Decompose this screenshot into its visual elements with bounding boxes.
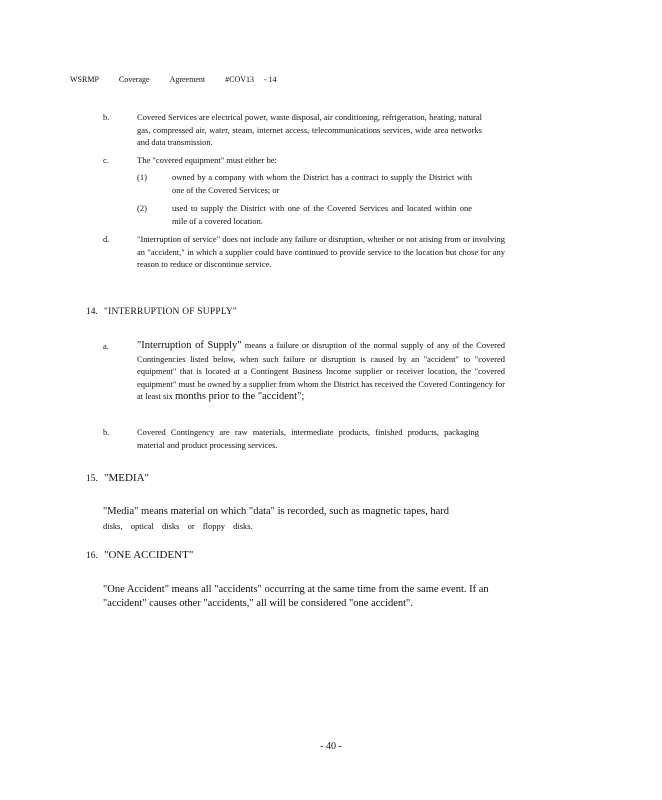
section-16-number: 16.: [86, 551, 98, 561]
section-14-a-lead: "Interruption of Supply": [137, 340, 242, 351]
item-c-sub1-text: owned by a company with whom the District has a contract to supply the District with one of the Covered Services; or: [172, 172, 472, 195]
page-header: [70, 75, 297, 84]
header-doc-type: Coverage: [118, 75, 150, 84]
section-14-title: "INTERRUPTION OF SUPPLY": [104, 307, 238, 317]
section-14-a-text: means a failure or disruption of the normal supply of any of the Covered Contingencies listed below, when such failure or disruption is caused by an "accident" to "covered equipment" that is located at a Contingent Business Income supplier or receiver location, the "covered equipment" must be owned by a supplier from whom the District has received the Covered Contingency for at least six: [137, 340, 506, 401]
item-c-sub2-text: used to supply the District with one of the Covered Services and located within one mile of a covered location.: [172, 203, 472, 226]
item-d-label: d.: [103, 234, 110, 244]
item-d-text: "Interruption of service" does not include any failure or disruption, whether or not arising from or involving an "accident," in which a supplier could have continued to provide service to the location but chose for any reason to reduce or discontinue service.: [137, 234, 505, 269]
section-14-a-tail: months prior to the "accident";: [175, 391, 305, 402]
section-14-number: 14.: [86, 307, 98, 317]
page-number: - 40 -: [320, 741, 342, 752]
item-b-label: b.: [103, 112, 110, 122]
section-14-b-label: b.: [103, 427, 110, 437]
header-doc-sub: Agreement: [169, 75, 206, 84]
item-c-label: c.: [103, 155, 109, 165]
section-15-number: 15.: [86, 474, 98, 484]
item-c-sub1-label: (1): [137, 172, 147, 182]
section-14-a-body: [137, 339, 505, 404]
item-c-sub2-label: (2): [137, 203, 147, 213]
section-15-title: "MEDIA": [104, 472, 150, 484]
section-14-b-text: Covered Contingency are raw materials, intermediate products, finished products, packaging material and product processing services.: [137, 427, 479, 450]
section-16-title: "ONE ACCIDENT": [104, 549, 194, 561]
section-15-text-tail: disks, optical disks or floppy disks.: [103, 521, 253, 531]
header-doc-num: #COV13: [225, 75, 254, 84]
item-c-text: The "covered equipment" must either be:: [137, 155, 277, 165]
section-16-text: "One Accident" means all "accidents" occurring at the same time from the same event. If an "accident" causes other "accidents," all will be considered "one accident".: [103, 584, 489, 609]
header-doc-suffix: - 14: [264, 75, 277, 84]
section-15-text-lead: "Media" means material on which "data" is recorded, such as magnetic tapes, hard: [103, 506, 450, 517]
header-doc-code: WSRMP: [70, 75, 99, 84]
item-b-text: Covered Services are electrical power, waste disposal, air conditioning, refrigeration, heating, natural gas, compressed air, water, steam, internet access, telecommunications services, wide area networks and data transmission.: [137, 112, 482, 147]
section-14-a-label: a.: [103, 341, 109, 351]
